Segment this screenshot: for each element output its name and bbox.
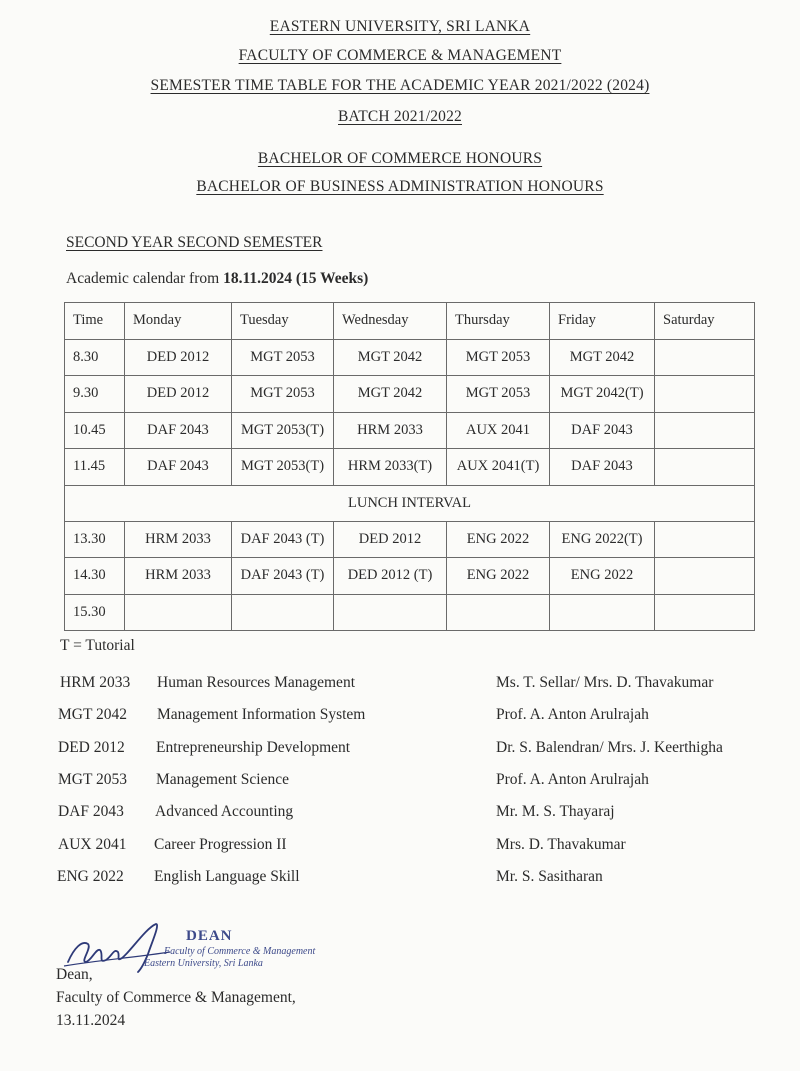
- timetable-cell: DED 2012: [334, 521, 447, 558]
- course-code: MGT 2042: [58, 706, 128, 724]
- batch-heading: BATCH 2021/2022: [338, 108, 462, 125]
- timetable-cell: ENG 2022: [447, 558, 550, 595]
- time-slot-cell: 13.30: [65, 521, 125, 558]
- timetable-cell: [334, 594, 447, 631]
- timetable-header-cell: Monday: [125, 303, 232, 340]
- document-date: 13.11.2024: [56, 1012, 126, 1029]
- timetable-cell: MGT 2053: [232, 376, 334, 413]
- timetable-cell: DED 2012: [125, 339, 232, 376]
- timetable-header-cell: Wednesday: [334, 303, 447, 340]
- degree-heading-business: BACHELOR OF BUSINESS ADMINISTRATION HONOURS: [196, 178, 604, 195]
- timetable-cell: HRM 2033: [125, 558, 232, 595]
- course-lecturer: Prof. A. Anton Arulrajah: [496, 706, 649, 724]
- timetable-cell: DED 2012: [125, 376, 232, 413]
- course-code: ENG 2022: [57, 867, 124, 885]
- timetable-cell: [655, 339, 755, 376]
- degree-heading-commerce: BACHELOR OF COMMERCE HONOURS: [257, 150, 543, 167]
- time-slot-cell: 14.30: [65, 558, 125, 595]
- calendar-prefix: Academic calendar from: [66, 270, 224, 287]
- course-name: Management Information System: [157, 706, 366, 724]
- timetable-cell: [655, 376, 755, 413]
- timetable-header-row: [65, 303, 755, 340]
- course-lecturer: Mr. S. Sasitharan: [496, 867, 603, 885]
- course-code: AUX 2041: [58, 835, 127, 853]
- timetable-cell: MGT 2042(T): [550, 376, 655, 413]
- course-code: DED 2012: [58, 738, 125, 756]
- timetable-cell: [232, 594, 334, 631]
- timetable-row: [65, 376, 755, 413]
- timetable-cell: DAF 2043 (T): [232, 521, 334, 558]
- timetable-cell: HRM 2033: [125, 521, 232, 558]
- calendar-start-date: 18.11.2024 (15 Weeks): [223, 270, 369, 287]
- course-name: English Language Skill: [154, 867, 300, 885]
- time-slot-cell: 9.30: [65, 376, 125, 413]
- course-lecturer: Mrs. D. Thavakumar: [496, 835, 626, 853]
- timetable-cell: DAF 2043: [550, 412, 655, 449]
- timetable-row: [65, 449, 755, 486]
- timetable-cell: HRM 2033(T): [334, 449, 447, 486]
- timetable-cell: MGT 2042: [334, 376, 447, 413]
- timetable-cell: DAF 2043: [550, 449, 655, 486]
- course-name: Career Progression II: [154, 835, 287, 853]
- timetable-header-cell: Friday: [550, 303, 655, 340]
- course-code: MGT 2053: [58, 770, 128, 788]
- course-legend-row: [0, 739, 760, 763]
- timetable-cell: MGT 2042: [334, 339, 447, 376]
- timetable-cell: AUX 2041: [447, 412, 550, 449]
- stamp-line-faculty: Faculty of Commerce & Management: [164, 946, 316, 957]
- timetable-header-cell: Thursday: [447, 303, 550, 340]
- timetable-cell: DAF 2043: [125, 412, 232, 449]
- course-lecturer: Mr. M. S. Thayaraj: [496, 803, 615, 821]
- timetable-grid: [64, 302, 755, 631]
- academic-calendar-line: [66, 270, 368, 288]
- timetable-cell: ENG 2022: [447, 521, 550, 558]
- faculty-heading: FACULTY OF COMMERCE & MANAGEMENT: [238, 47, 562, 64]
- timetable-cell: DAF 2043 (T): [232, 558, 334, 595]
- course-name: Advanced Accounting: [155, 803, 294, 821]
- timetable-cell: [447, 594, 550, 631]
- timetable-cell: [655, 594, 755, 631]
- timetable-cell: [655, 558, 755, 595]
- timetable-header-cell: Time: [65, 303, 125, 340]
- signatory-faculty: Faculty of Commerce & Management,: [56, 989, 296, 1006]
- timetable-cell: [550, 594, 655, 631]
- timetable-cell: MGT 2053(T): [232, 412, 334, 449]
- timetable-cell: AUX 2041(T): [447, 449, 550, 486]
- timetable-cell: MGT 2053: [447, 339, 550, 376]
- timetable-row: [65, 521, 755, 558]
- timetable-header-cell: Tuesday: [232, 303, 334, 340]
- timetable-cell: [655, 449, 755, 486]
- course-name: Management Science: [156, 770, 289, 788]
- timetable-cell: MGT 2053: [232, 339, 334, 376]
- course-legend-row: [0, 674, 760, 698]
- timetable-cell: DED 2012 (T): [334, 558, 447, 595]
- timetable-cell: MGT 2053: [447, 376, 550, 413]
- time-slot-cell: 15.30: [65, 594, 125, 631]
- course-code: HRM 2033: [60, 674, 131, 691]
- timetable-row: [65, 594, 755, 631]
- timetable-cell: ENG 2022: [550, 558, 655, 595]
- semester-label: SECOND YEAR SECOND SEMESTER: [66, 234, 323, 251]
- timetable-cell: HRM 2033: [334, 412, 447, 449]
- timetable-row: [65, 558, 755, 595]
- timetable-cell: [655, 412, 755, 449]
- course-legend-row: [0, 771, 760, 795]
- lunch-row: [65, 485, 755, 521]
- stamp-line-university: Eastern University, Sri Lanka: [144, 958, 263, 969]
- university-heading: EASTERN UNIVERSITY, SRI LANKA: [269, 18, 531, 35]
- course-lecturer: Prof. A. Anton Arulrajah: [496, 770, 649, 788]
- stamp-title: DEAN: [186, 928, 233, 944]
- course-code: DAF 2043: [58, 803, 124, 821]
- lunch-interval-cell: LUNCH INTERVAL: [65, 485, 755, 521]
- timetable-cell: ENG 2022(T): [550, 521, 655, 558]
- timetable-cell: MGT 2053(T): [232, 449, 334, 486]
- time-slot-cell: 11.45: [65, 449, 125, 486]
- course-name: Entrepreneurship Development: [156, 738, 351, 756]
- signatory-role: Dean,: [56, 966, 93, 983]
- course-legend: [0, 674, 800, 894]
- course-name: Human Resources Management: [157, 674, 355, 691]
- timetable-row: [65, 412, 755, 449]
- time-slot-cell: 10.45: [65, 412, 125, 449]
- timetable-cell: [125, 594, 232, 631]
- tutorial-note: T = Tutorial: [60, 637, 135, 654]
- timetable-cell: [655, 521, 755, 558]
- timetable-header-cell: Saturday: [655, 303, 755, 340]
- timetable-row: [65, 339, 755, 376]
- course-legend-row: [0, 706, 760, 730]
- timetable-cell: MGT 2042: [550, 339, 655, 376]
- course-legend-row: [0, 803, 760, 827]
- course-lecturer: Ms. T. Sellar/ Mrs. D. Thavakumar: [496, 674, 714, 691]
- course-legend-row: [0, 868, 760, 892]
- course-legend-row: [0, 836, 760, 860]
- course-lecturer: Dr. S. Balendran/ Mrs. J. Keerthigha: [496, 738, 723, 756]
- time-slot-cell: 8.30: [65, 339, 125, 376]
- timetable-cell: DAF 2043: [125, 449, 232, 486]
- timetable-title: SEMESTER TIME TABLE FOR THE ACADEMIC YEAR 2021/2022 (2024): [150, 77, 650, 94]
